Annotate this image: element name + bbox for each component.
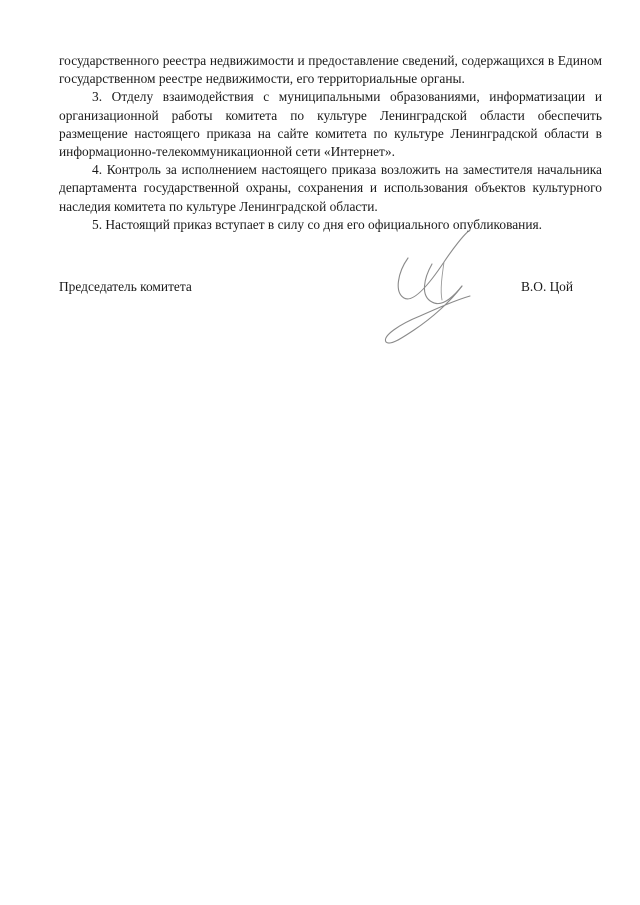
signatory-title: Председатель комитета	[59, 279, 192, 294]
paragraph-continuation: государственного реестра недвижимости и предоставление сведений, содержащихся в Едином государственном реестре недвижимости, его территориальные органы.	[59, 53, 602, 87]
paragraph-5: 5. Настоящий приказ вступает в силу со дня его официального опубликования.	[92, 216, 542, 232]
signature-row	[59, 278, 602, 298]
signatory-name: В.О. Цой	[521, 279, 573, 294]
document-body	[59, 52, 602, 234]
paragraph-3: 3. Отделу взаимодействия с муниципальными образованиями, информатизации и организационной работы комитета по культуре Ленинградской области обеспечить размещение настоящего приказа на сайте комитета по культуре Ленинградской области в информационно-телекоммуникационной сети «Интернет».	[59, 89, 602, 160]
paragraph-4: 4. Контроль за исполнением настоящего приказа возложить на заместителя начальника департамента государственной охраны, сохранения и использования объектов культурного наследия комитета по культуре Ленинградской области.	[59, 162, 602, 214]
